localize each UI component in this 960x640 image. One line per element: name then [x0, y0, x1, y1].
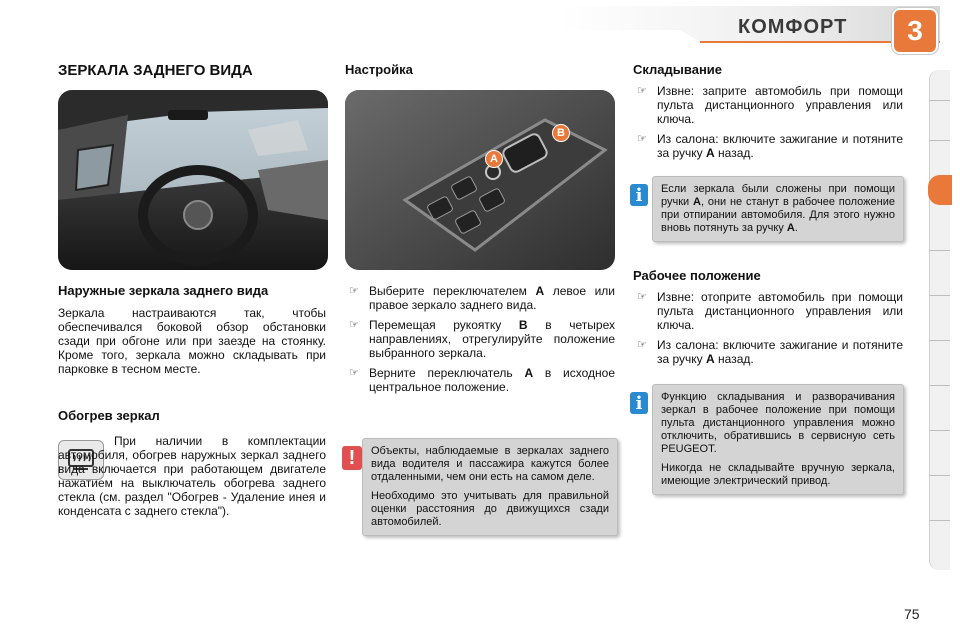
- rail-divider: [930, 475, 950, 476]
- warning-box: [362, 438, 618, 536]
- chapter-number-badge: 3: [894, 10, 936, 52]
- active-chapter-tab[interactable]: [928, 175, 952, 205]
- info-icon: i: [630, 392, 648, 414]
- info-text-function-2: Никогда не складывайте вручную зеркала, имеющие электрический привод.: [661, 462, 895, 487]
- chapter-title: КОМФОРТ: [738, 16, 848, 38]
- car-interior-photo: [58, 90, 328, 270]
- folding-step: ☞ Извне: заприте автомобиль при помощи пульта дистанционного управления или ключа.: [633, 84, 903, 126]
- info-text-folding: Если зеркала были сложены при помощи ручки A, они не станут в рабочее положение при отпирании автомобиля. Для этого нужно вновь потянуть за ручку A.: [661, 183, 895, 234]
- chapter-tab-rail: [929, 70, 950, 570]
- car-interior-illustration: [58, 90, 328, 270]
- exterior-mirrors-text: Зеркала настраиваются так, чтобы обеспечивался боковой обзор обстановки сзади при обгоне или при заезде на стоянку. Кроме того, зеркала можно складывать при парковке в тесном месте.: [58, 306, 326, 376]
- working-position-heading: Рабочее положение: [633, 268, 761, 283]
- warning-text-1: Объекты, наблюдаемые в зеркалах заднего вида водителя и пассажира кажутся более отдаленными, чем они есть на самом деле.: [371, 445, 609, 483]
- working-position-steps: [633, 290, 903, 372]
- folding-heading: Складывание: [633, 62, 723, 77]
- adjustment-heading: Настройка: [345, 62, 413, 77]
- rail-divider: [930, 100, 950, 101]
- info-box-folding: [652, 176, 904, 242]
- mirror-heating-heading: Обогрев зеркал: [58, 408, 160, 423]
- exterior-mirrors-heading: Наружные зеркала заднего вида: [58, 283, 269, 298]
- info-text-function-1: Функцию складывания и разворачивания зеркал в рабочее положение при помощи пульта дистанционного управления можно отключить, обратившись в сервисную сеть PEUGEOT.: [661, 391, 895, 455]
- page-number: 75: [904, 606, 920, 622]
- label-b-marker: B: [552, 124, 570, 142]
- adjustment-step: ☞ Выберите переключателем A левое или правое зеркало заднего вида.: [345, 284, 615, 312]
- rail-divider: [930, 385, 950, 386]
- info-box-function: [652, 384, 904, 495]
- warning-text-2: Необходимо это учитывать для правильной оценки расстояния до движущихся сзади автомобилей.: [371, 490, 609, 528]
- adjustment-step: ☞ Верните переключатель A в исходное центральное положение.: [345, 366, 615, 394]
- mirror-control-illustration: [345, 90, 615, 270]
- label-a-marker: A: [485, 150, 503, 168]
- adjustment-step: ☞ Перемещая рукоятку B в четырех направлениях, отрегулируйте положение выбранного зеркала.: [345, 318, 615, 360]
- warning-icon: !: [342, 446, 362, 470]
- rail-divider: [930, 140, 950, 141]
- adjustment-steps: [345, 284, 615, 400]
- folding-steps: [633, 84, 903, 166]
- mirror-heating-text: При наличии в комплектации автомобиля, обогрев наружных зеркал заднего вида включается при работающем двигателе нажатием на выключатель обогрева заднего стекла (см. раздел "Обогрев - Удаление инея и конденсата с заднего стекла").: [58, 434, 326, 518]
- rail-divider: [930, 340, 950, 341]
- rail-divider: [930, 250, 950, 251]
- info-icon: i: [630, 184, 648, 206]
- rail-divider: [930, 430, 950, 431]
- section-title: ЗЕРКАЛА ЗАДНЕГО ВИДА: [58, 62, 253, 79]
- working-position-step: ☞ Из салона: включите зажигание и потяните за ручку A назад.: [633, 338, 903, 366]
- folding-step: ☞ Из салона: включите зажигание и потяните за ручку A назад.: [633, 132, 903, 160]
- mirror-control-photo: [345, 90, 615, 270]
- rail-divider: [930, 295, 950, 296]
- working-position-step: ☞ Извне: отоприте автомобиль при помощи пульта дистанционного управления или ключа.: [633, 290, 903, 332]
- rail-divider: [930, 520, 950, 521]
